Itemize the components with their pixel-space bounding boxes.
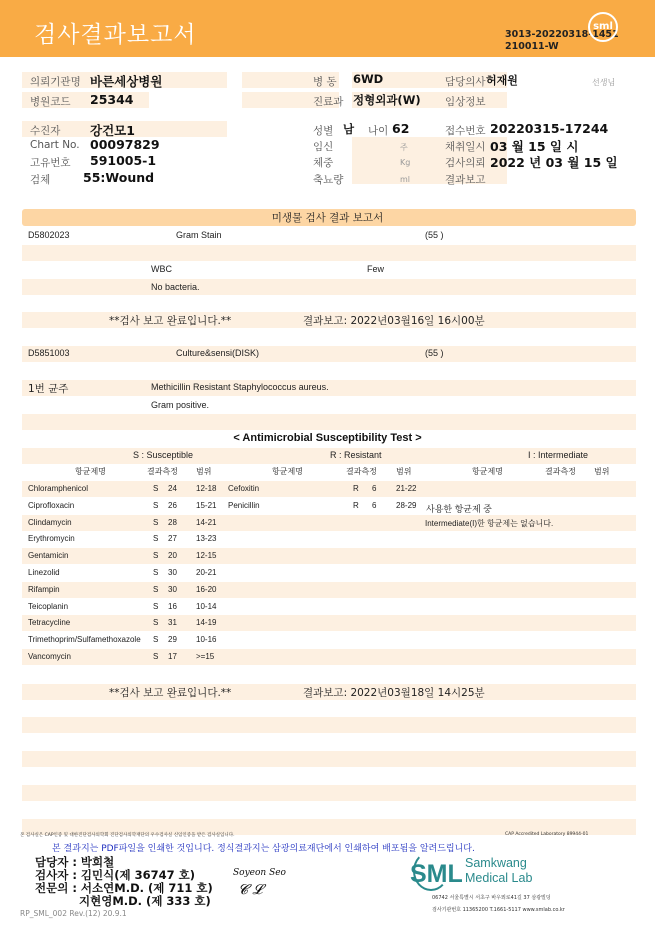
doctor-label: 담당의사	[445, 76, 486, 88]
weight-unit: Kg	[400, 158, 411, 167]
drug-name: Linezolid	[28, 568, 60, 577]
result-zone: 24	[168, 484, 177, 493]
result-zone: 26	[168, 500, 177, 510]
report-label: 결과보고	[445, 174, 486, 186]
institution-label: 의뢰기관명	[30, 76, 81, 88]
drug-name: Teicoplanin	[28, 601, 69, 611]
col-drug-header: 항균제명	[272, 467, 303, 476]
page-title: 검사결과보고서	[34, 22, 197, 48]
range: 12-15	[196, 551, 217, 561]
col-drug-header: 항균제명	[75, 467, 106, 476]
logo-arc-icon	[413, 851, 449, 891]
bacteria-result: No bacteria.	[151, 282, 200, 292]
drug-name: Clindamycin	[28, 517, 72, 527]
legend-susceptible: S : Susceptible	[133, 450, 194, 460]
signature: Soyeon Seo	[233, 868, 286, 878]
id-value: 591005-1	[90, 153, 157, 168]
strain-label: 1번 균주	[28, 383, 69, 395]
gram-code: D5802023	[28, 230, 70, 240]
result-zone: 28	[168, 517, 177, 527]
sex-value: 남	[343, 122, 355, 136]
hospital-code-value: 25344	[90, 92, 134, 107]
range: 14-21	[196, 517, 217, 527]
drug-name: Gentamicin	[28, 551, 69, 561]
pregnancy-label: 임신	[313, 141, 334, 153]
drug-name: Vancomycin	[28, 652, 71, 661]
culture-name: Culture&sensi(DISK)	[176, 348, 260, 358]
result-zone: 20	[168, 551, 177, 561]
sml-logo: SML	[410, 860, 463, 888]
col-result-header: 결과측정	[346, 467, 377, 476]
lab-name-2: Medical Lab	[465, 871, 533, 885]
range: 13-23	[196, 534, 217, 544]
range: >=15	[196, 652, 215, 661]
wbc-value: Few	[367, 264, 385, 274]
weight-label: 체중	[313, 157, 334, 169]
ast-title: < Antimicrobial Susceptibility Test >	[233, 432, 422, 444]
hospital-code-label: 병원코드	[30, 96, 71, 108]
col-range-header: 범위	[594, 467, 610, 476]
organism: Methicillin Resistant Staphylococcus aureus.	[151, 382, 329, 392]
sml-logo-icon: sml	[588, 12, 618, 42]
gram-name: Gram Stain	[176, 230, 222, 240]
lab-contact: 검사기관번호 11365200 T.1661-5117 www.smlab.co.kr	[432, 907, 565, 913]
done-message-1: **검사 보고 완료입니다.**	[109, 315, 232, 327]
range: 15-21	[196, 500, 217, 510]
drug-name: Tetracycline	[28, 618, 71, 628]
result-grade: S	[153, 618, 159, 628]
report-time-2: 결과보고: 2022년03월18일 14시25분	[303, 687, 485, 699]
range: 14-19	[196, 618, 217, 628]
revision: RP_SML_002 Rev.(12) 20.9.1	[20, 909, 127, 918]
range: 21-22	[396, 484, 417, 493]
result-zone: 29	[168, 635, 177, 645]
col-result-header: 결과측정	[147, 467, 178, 476]
col-drug-header: 항균제명	[472, 467, 503, 476]
range: 28-29	[396, 500, 417, 510]
ward-label: 병 동	[313, 76, 337, 88]
tester: 검사자 : 김민식(제 36747 호)	[35, 868, 196, 882]
row-band	[22, 548, 636, 564]
doctor-value: 허재원	[486, 74, 518, 87]
doctor-suffix: 선생님	[592, 78, 616, 87]
result-grade: S	[153, 584, 159, 594]
result-grade: S	[153, 601, 159, 611]
range: 10-14	[196, 601, 217, 611]
dept-label: 진료과	[313, 96, 344, 108]
drug-name: Penicillin	[228, 500, 260, 510]
pdf-note: 본 결과지는 PDF파일을 인쇄한 것입니다. 정식결과지는 삼광의료재단에서 인쇄하여 배포됨을 알려드립니다.	[52, 844, 475, 854]
id-label: 고유번호	[30, 157, 71, 169]
result-grade: R	[353, 500, 359, 510]
result-zone: 31	[168, 618, 177, 628]
clinical-label: 임상정보	[445, 96, 486, 108]
specimen-value: 55:Wound	[83, 170, 155, 185]
patient-value: 강건모1	[90, 123, 135, 138]
col-range-header: 범위	[396, 467, 412, 476]
drug-name: Chloramphenicol	[28, 484, 89, 493]
age-label: 나이	[368, 125, 389, 137]
signature-2-icon: 𝓒 𝓛	[238, 882, 263, 898]
range: 20-21	[196, 568, 217, 577]
row-band	[22, 649, 636, 665]
age-value: 62	[392, 121, 410, 136]
specialist-2: 지현영M.D. (제 333 호)	[79, 894, 211, 908]
drug-name: Ciprofloxacin	[28, 500, 75, 510]
range: 12-18	[196, 484, 217, 493]
result-grade: S	[153, 652, 159, 661]
legend-resistant: R : Resistant	[330, 450, 382, 460]
urine-label: 축뇨량	[313, 174, 344, 186]
pregnancy-unit: 주	[400, 143, 408, 152]
ward-value: 6WD	[353, 72, 384, 86]
row-band	[22, 481, 636, 497]
chart-label: Chart No.	[30, 139, 80, 151]
result-grade: R	[353, 484, 359, 493]
collect-value: 03 월 15 일 시	[490, 139, 579, 154]
chart-value: 00097829	[90, 137, 160, 152]
culture-code: D5851003	[28, 348, 70, 358]
sex-label: 성별	[313, 125, 334, 137]
micro-title: 미생물 검사 결과 보고서	[271, 212, 384, 224]
receipt-label: 접수번호	[445, 125, 486, 137]
specimen-label: 검체	[30, 174, 51, 186]
report-code: 3013-20220318-1451	[505, 29, 619, 40]
result-grade: S	[153, 484, 159, 493]
cap-note: CAP Accredited Laboratory 89944-01	[505, 832, 589, 837]
lab-address: 06742 서울특별시 서초구 바우뫼로41길 37 삼광빌딩	[432, 895, 551, 901]
cert-note: 본 검사실은 CAP인증 및 대한진단검사의학회 진단검사의학재단의 우수검사실 신임인증을 받은 검사실입니다.	[20, 833, 235, 838]
note-line-1: 사용한 항균제 중	[426, 504, 492, 514]
report-time-1: 결과보고: 2022년03월16일 16시00분	[303, 315, 485, 327]
request-label: 검사의뢰	[445, 157, 486, 169]
result-zone: 6	[372, 500, 377, 510]
institution-value: 바른세상병원	[90, 74, 163, 89]
done-message-2: **검사 보고 완료입니다.**	[109, 687, 232, 699]
result-zone: 27	[168, 534, 177, 544]
drug-name: Trimethoprim/Sulfamethoxazole	[28, 635, 141, 645]
result-grade: S	[153, 500, 159, 510]
result-grade: S	[153, 517, 159, 527]
col-result-header: 결과측정	[545, 467, 576, 476]
result-grade: S	[153, 635, 159, 645]
result-grade: S	[153, 534, 159, 544]
note-line-2: Intermediate(I)한 항균제는 없습니다.	[425, 519, 554, 528]
row-band	[22, 615, 636, 631]
report-code-2: 210011-W	[505, 41, 559, 52]
receipt-value: 20220315-17244	[490, 121, 609, 136]
result-zone: 6	[372, 484, 377, 493]
legend-intermediate: I : Intermediate	[528, 450, 589, 460]
gram-spec: (55 )	[425, 230, 444, 240]
drug-name: Erythromycin	[28, 534, 75, 544]
request-value: 2022 년 03 월 15 일	[490, 155, 618, 170]
drug-name: Cefoxitin	[228, 484, 260, 493]
result-grade: S	[153, 551, 159, 561]
wbc-label: WBC	[151, 264, 172, 274]
result-zone: 30	[168, 568, 177, 577]
gram-result: Gram positive.	[151, 400, 210, 410]
result-zone: 30	[168, 584, 177, 594]
lab-name-1: Samkwang	[465, 856, 527, 870]
urine-unit: ml	[400, 175, 411, 184]
result-zone: 17	[168, 652, 177, 661]
dept-value: 정형외과(W)	[353, 93, 421, 107]
drug-name: Rifampin	[28, 584, 60, 594]
range: 10-16	[196, 635, 217, 645]
culture-spec: (55 )	[425, 348, 444, 358]
range: 16-20	[196, 584, 217, 594]
row-band	[22, 582, 636, 598]
patient-label: 수진자	[30, 125, 61, 137]
result-grade: S	[153, 568, 159, 577]
specialist: 전문의 : 서소연M.D. (제 711 호)	[35, 881, 213, 895]
col-range-header: 범위	[196, 467, 212, 476]
result-zone: 16	[168, 601, 177, 611]
collect-label: 채취일시	[445, 141, 486, 153]
manager: 담당자 : 박희철	[35, 855, 115, 869]
